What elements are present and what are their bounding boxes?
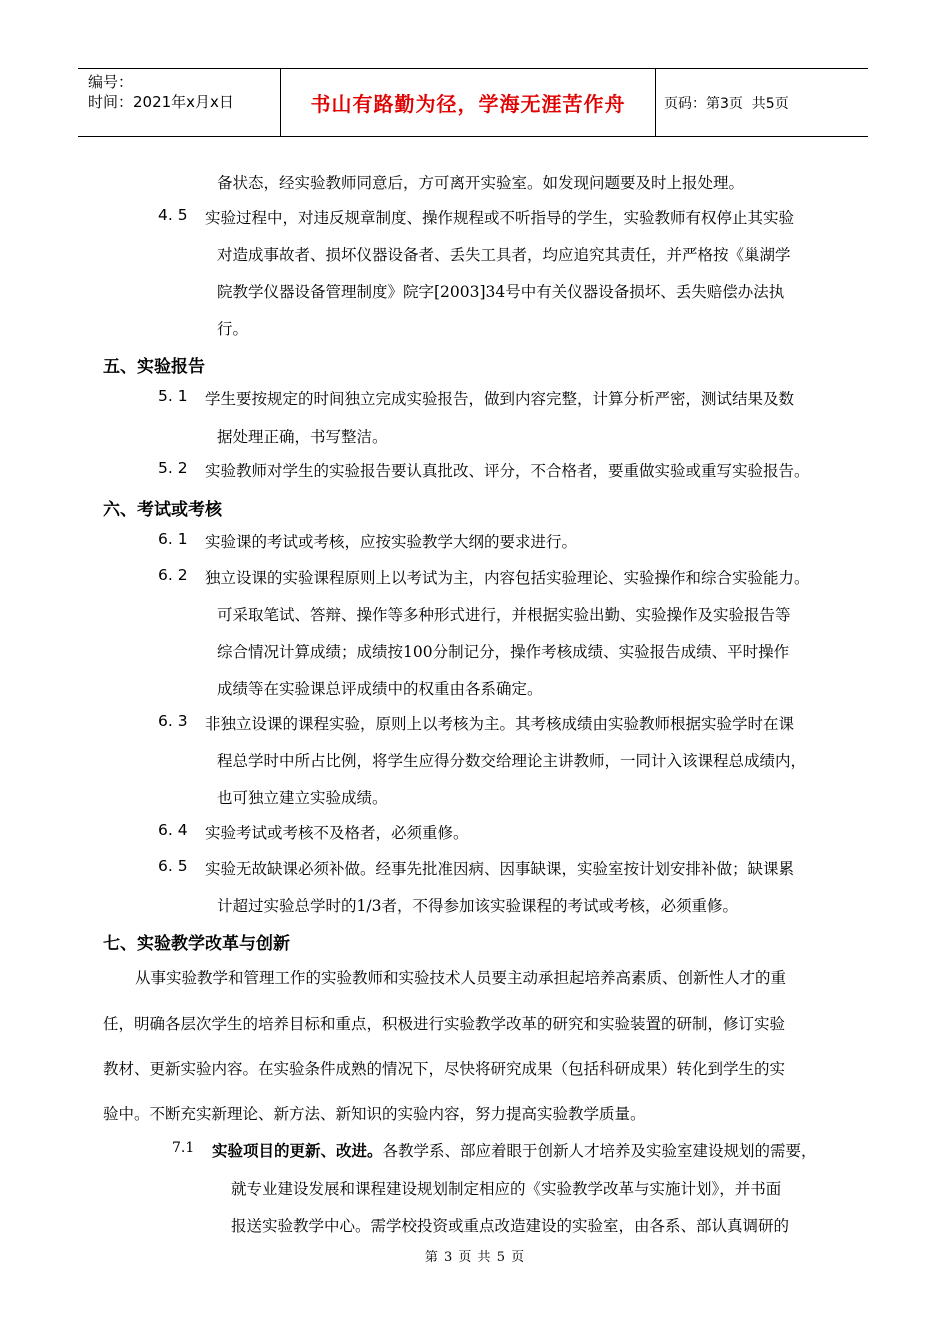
body-line: 综合情况计算成绩；成绩按100分制记分，操作考核成绩、实验报告成绩、平时操作: [217, 643, 790, 661]
body-line: 学生要按规定的时间独立完成实验报告，做到内容完整，计算分析严密，测试结果及数: [205, 390, 795, 408]
body-line: 也可独立建立实验成绩。: [217, 789, 388, 807]
clause-number: 5. 1: [158, 387, 188, 405]
header-page-info: [654, 69, 868, 136]
document-number-label: 编号：: [88, 73, 134, 91]
body-line: 可采取笔试、答辩、操作等多种形式进行，并根据实验出勤、实验操作及实验报告等: [217, 606, 791, 624]
clause-number: 6. 3: [158, 712, 188, 730]
clause-number: 6. 1: [158, 530, 188, 548]
body-line: 实验教师对学生的实验报告要认真批改、评分，不合格者，要重做实验或重写实验报告。: [205, 462, 810, 480]
clause-number: 7.1: [172, 1140, 195, 1156]
body-line: 非独立设课的课程实验，原则上以考核为主。其考核成绩由实验教师根据实验学时在课: [205, 715, 795, 733]
section-heading-5: 五、实验报告: [103, 357, 205, 377]
clause-text: 各教学系、部应着眼于创新人才培养及实验室建设规划的需要，: [382, 1142, 817, 1160]
paragraph-line: 教材、更新实验内容。在实验条件成熟的情况下，尽快将研究成果（包括科研成果）转化到学生的实: [103, 1060, 786, 1078]
header-meta: [78, 69, 280, 136]
paragraph-line: 从事实验教学和管理工作的实验教师和实验技术人员要主动承担起培养高素质、创新性人才的重: [135, 969, 787, 987]
body-line: 程总学时中所占比例，将学生应得分数交给理论主讲教师，一同计入该课程总成绩内，: [217, 752, 807, 770]
body-line: [212, 1139, 817, 1161]
page-header: [78, 68, 868, 137]
clause-number: 6. 2: [158, 566, 188, 584]
body-line: 对造成事故者、损坏仪器设备者、丢失工具者，均应追究其责任，并严格按《巢湖学: [217, 246, 791, 264]
section-heading-7: 七、实验教学改革与创新: [103, 934, 290, 954]
clause-number: 4. 5: [158, 206, 188, 224]
clause-number: 5. 2: [158, 459, 188, 477]
body-line: 实验无故缺课必须补做。经事先批准因病、因事缺课，实验室按计划安排补做；缺课累: [205, 860, 795, 878]
paragraph-line: 任，明确各层次学生的培养目标和重点，积极进行实验教学改革的研究和实验装置的研制，修订实验: [103, 1015, 786, 1033]
paragraph-line: 验中。不断充实新理论、新方法、新知识的实验内容，努力提高实验教学质量。: [103, 1105, 646, 1123]
page-number-label: 页码：第3页 共5页: [664, 95, 789, 112]
body-line: 备状态，经实验教师同意后，方可离开实验室。如发现问题要及时上报处理。: [217, 174, 745, 192]
body-line: 实验考试或考核不及格者，必须重修。: [205, 824, 469, 842]
clause-bold-title: 实验项目的更新、改进。: [212, 1141, 383, 1160]
body-line: 行。: [217, 320, 249, 338]
document-date-label: 时间：2021年x月x日: [88, 93, 234, 111]
body-line: 据处理正确，书写整洁。: [217, 428, 388, 446]
body-line: 独立设课的实验课程原则上以考试为主，内容包括实验理论、实验操作和综合实验能力。: [205, 569, 810, 587]
clause-number: 6. 4: [158, 821, 188, 839]
body-line: 计超过实验总学时的1/3者，不得参加该实验课程的考试或考核，必须重修。: [217, 897, 738, 915]
header-motto: 书山有路勤为径，学海无涯苦作舟: [280, 69, 656, 136]
body-line: 就专业建设发展和课程建设规划制定相应的《实验教学改革与实施计划》，并书面: [231, 1180, 782, 1198]
body-line: 报送实验教学中心。需学校投资或重点改造建设的实验室，由各系、部认真调研的: [231, 1217, 790, 1235]
page-footer: 第 3 页 共 5 页: [424, 1250, 526, 1265]
body-line: 成绩等在实验课总评成绩中的权重由各系确定。: [217, 680, 543, 698]
body-line: 实验过程中，对违反规章制度、操作规程或不听指导的学生，实验教师有权停止其实验: [205, 209, 795, 227]
clause-number: 6. 5: [158, 857, 188, 875]
body-line: 院教学仪器设备管理制度》院字[2003]34号中有关仪器设备损坏、丢失赔偿办法执: [217, 283, 785, 301]
section-heading-6: 六、考试或考核: [103, 500, 222, 520]
body-line: 实验课的考试或考核，应按实验教学大纲的要求进行。: [205, 533, 578, 551]
